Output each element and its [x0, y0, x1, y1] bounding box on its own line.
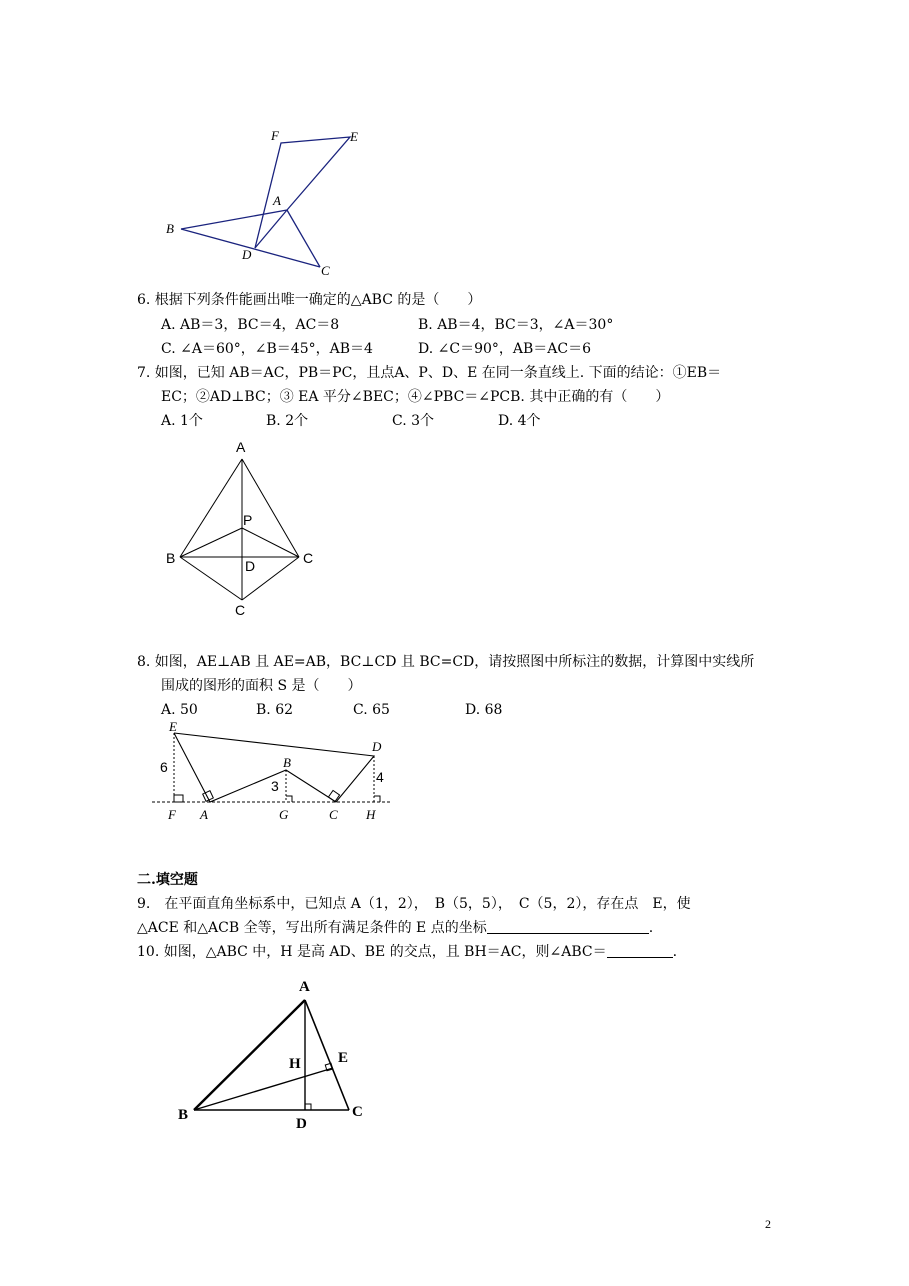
- label-g: G: [279, 807, 289, 822]
- answer-blank-10[interactable]: [607, 943, 673, 958]
- figure-q8-composite: [150, 715, 400, 825]
- label-e: E: [350, 129, 358, 144]
- label-c: C: [321, 263, 330, 278]
- figure-q5-triangles: [160, 125, 360, 280]
- label-d: D: [245, 558, 256, 574]
- question-10-end: .: [672, 944, 678, 960]
- label-d: D: [296, 1116, 307, 1132]
- label-d: D: [242, 247, 252, 262]
- label-c: C: [329, 807, 338, 822]
- label-b: B: [166, 550, 176, 566]
- label-b: B: [178, 1107, 189, 1123]
- segment-a-c: [287, 210, 320, 267]
- option-6c: C. ∠A＝60°，∠B＝45°，AB＝4: [161, 341, 373, 357]
- question-10-line: [137, 943, 677, 961]
- label-a: A: [200, 807, 208, 822]
- option-6a: A. AB＝3，BC＝4，AC＝8: [161, 317, 340, 333]
- right-angle-f: [174, 795, 183, 802]
- question-8-line2: 围成的图形的面积 S 是（ ）: [161, 678, 362, 694]
- option-7c: C. 3个: [392, 413, 435, 429]
- label-h: H: [366, 807, 376, 822]
- segment-b-e: [180, 557, 242, 600]
- option-7d: D. 4个: [498, 413, 541, 429]
- right-angle-e: [325, 1063, 332, 1070]
- label-length-3: 3: [271, 778, 279, 794]
- question-6-options-row2: [161, 340, 591, 358]
- question-7-line1: 7. 如图，已知 AB＝AC，PB＝PC，且点A、P、D、E 在同一条直线上. 下面的结论：①EB＝: [137, 365, 722, 381]
- label-h: H: [289, 1056, 301, 1072]
- label-f: F: [168, 807, 176, 822]
- question-9-line1: 9. 在平面直角坐标系中，已知点 A（1，2）， B（5，5）， C（5，2），存在点 E，使: [137, 896, 691, 912]
- label-p: P: [243, 512, 253, 528]
- question-9-text: △ACE 和△ACB 全等，写出所有满足条件的 E 点的坐标: [137, 920, 487, 936]
- question-6-stem: 6. 根据下列条件能画出唯一确定的△ABC 的是（ ）: [137, 292, 482, 308]
- label-a: A: [236, 439, 246, 455]
- option-8d: D. 68: [465, 702, 503, 718]
- label-e: E: [169, 719, 177, 734]
- option-8b: B. 62: [256, 702, 294, 718]
- question-9-end: .: [648, 920, 654, 936]
- label-c: C: [303, 550, 314, 566]
- option-8c: C. 65: [353, 702, 390, 718]
- label-a: A: [273, 193, 281, 208]
- label-a: A: [299, 979, 310, 995]
- right-angle-h: [374, 796, 380, 802]
- question-10-text: 10. 如图，△ABC 中，H 是高 AD、BE 的交点，且 BH＝AC，则∠ABC＝: [137, 944, 607, 960]
- right-angle-d: [305, 1104, 311, 1110]
- label-f: F: [271, 128, 279, 143]
- label-e: C: [235, 602, 246, 618]
- question-7-options: [161, 412, 541, 430]
- right-angle-g: [286, 796, 292, 802]
- answer-blank-9[interactable]: [487, 919, 649, 934]
- figure-q7-kite: [160, 435, 330, 620]
- page-number: 2: [765, 1217, 771, 1231]
- option-7a: A. 1个: [161, 413, 203, 429]
- figure-q10-triangle: [170, 970, 370, 1135]
- section-fill-in-title: 二.填空题: [137, 872, 198, 888]
- label-b: B: [283, 755, 291, 770]
- label-d: D: [372, 739, 382, 754]
- option-8a: A. 50: [161, 702, 198, 718]
- question-9-line2: [137, 919, 653, 937]
- option-7b: B. 2个: [266, 413, 309, 429]
- option-6b: B. AB＝4，BC＝3，∠A＝30°: [418, 317, 614, 333]
- label-c: C: [352, 1104, 363, 1120]
- right-angle-a: [203, 791, 214, 802]
- segment-b-a: [181, 210, 287, 229]
- question-8-line1: 8. 如图，AE⊥AB 且 AE=AB，BC⊥CD 且 BC=CD，请按照图中所标注的数据，计算图中实线所: [137, 654, 755, 670]
- question-7-line2: EC；②AD⊥BC；③ EA 平分∠BEC；④∠PBC＝∠PCB. 其中正确的有（ ）: [161, 389, 670, 405]
- label-length-6: 6: [160, 759, 168, 775]
- option-6d: D. ∠C＝90°，AB＝AC＝6: [418, 341, 592, 357]
- label-length-4: 4: [376, 769, 384, 785]
- label-b: B: [166, 221, 174, 236]
- question-6-options-row1: [161, 316, 613, 334]
- label-e: E: [338, 1050, 349, 1066]
